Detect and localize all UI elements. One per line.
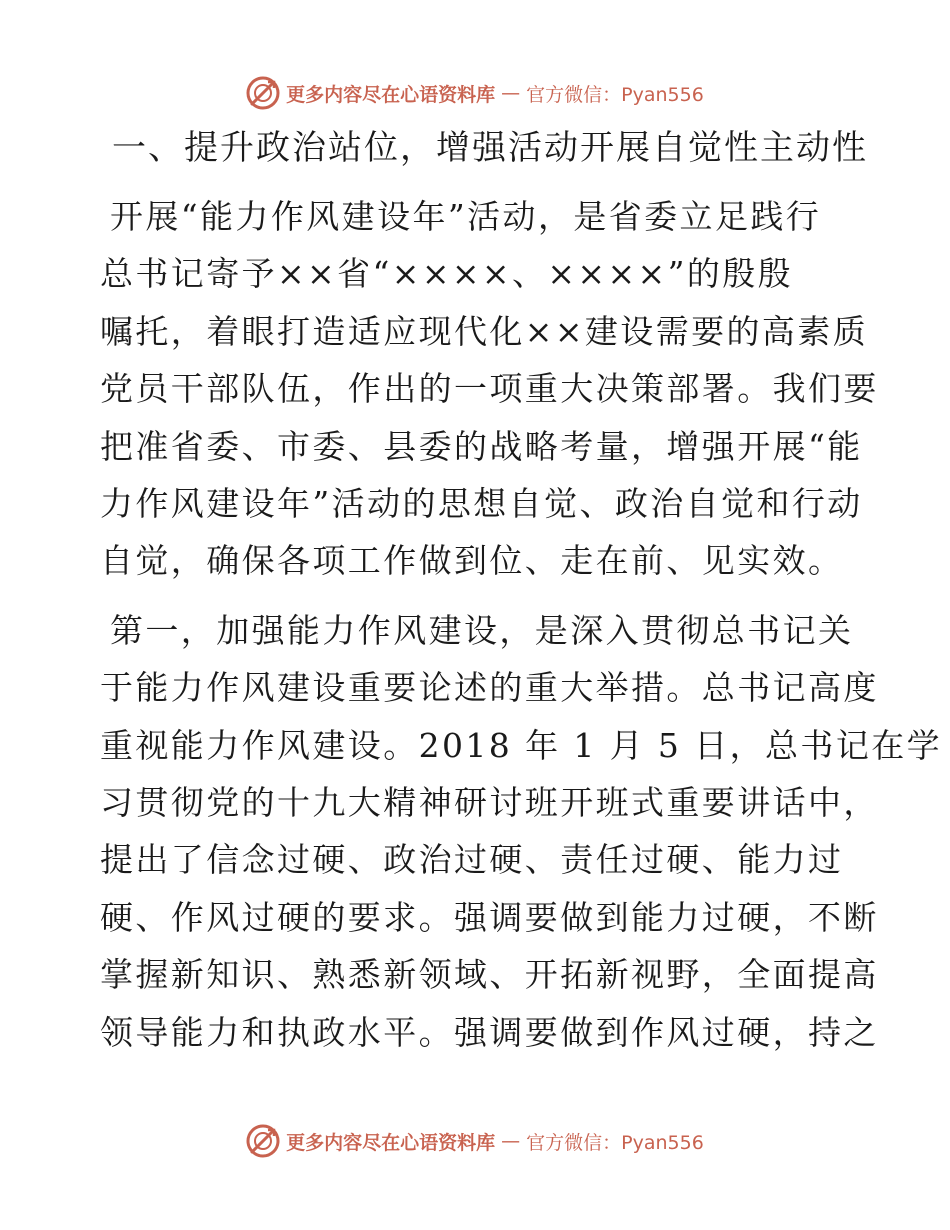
- document-body: [100, 120, 943, 1073]
- brand-logo-icon: [246, 76, 280, 110]
- watermark-footer: [0, 1124, 950, 1158]
- text-line: 把准省委、市委、县委的战略考量，增强开展“能: [100, 426, 863, 466]
- text-line: 力作风建设年”活动的思想自觉、政治自觉和行动: [100, 484, 863, 524]
- watermark-dash: —: [501, 82, 521, 104]
- text-line: 嘱托，着眼打造适应现代化××建设需要的高素质: [100, 311, 869, 351]
- text-line: 重视能力作风建设。2018 年 1 月 5 日，总书记在学: [100, 725, 943, 765]
- section-heading: 一、提升政治站位，增强活动开展自觉性主动性: [112, 128, 868, 168]
- watermark-text: 更多内容尽在心语资料库: [286, 1131, 496, 1154]
- text-line: 硬、作风过硬的要求。强调要做到能力过硬，不断: [100, 897, 879, 937]
- watermark-text: 更多内容尽在心语资料库: [286, 83, 496, 106]
- text-line: 总书记寄予××省“××××、××××”的殷殷: [100, 254, 794, 294]
- text-line: 习贯彻党的十九大精神研讨班开班式重要讲话中，: [100, 783, 879, 823]
- text-line: 第一，加强能力作风建设，是深入贯彻总书记关: [110, 610, 854, 650]
- watermark-header: [0, 76, 950, 110]
- watermark-wechat: 官方微信：Pyan556: [526, 1131, 704, 1154]
- paragraph-1: [100, 188, 879, 590]
- brand-logo-icon: [246, 1124, 280, 1158]
- text-line: 党员干部队伍，作出的一项重大决策部署。我们要: [100, 369, 879, 409]
- text-line: 领导能力和执政水平。强调要做到作风过硬，持之: [100, 1012, 879, 1052]
- text-line: 于能力作风建设重要论述的重大举措。总书记高度: [100, 668, 879, 708]
- text-line: 提出了信念过硬、政治过硬、责任过硬、能力过: [100, 840, 844, 880]
- watermark-wechat: 官方微信：Pyan556: [526, 83, 704, 106]
- watermark-dash: —: [501, 1130, 521, 1152]
- text-line: 开展“能力作风建设年”活动，是省委立足践行: [110, 197, 822, 236]
- text-line: 掌握新知识、熟悉新领域、开拓新视野，全面提高: [100, 955, 879, 995]
- text-line: 自觉，确保各项工作做到位、走在前、见实效。: [100, 541, 844, 581]
- paragraph-2: [100, 602, 943, 1061]
